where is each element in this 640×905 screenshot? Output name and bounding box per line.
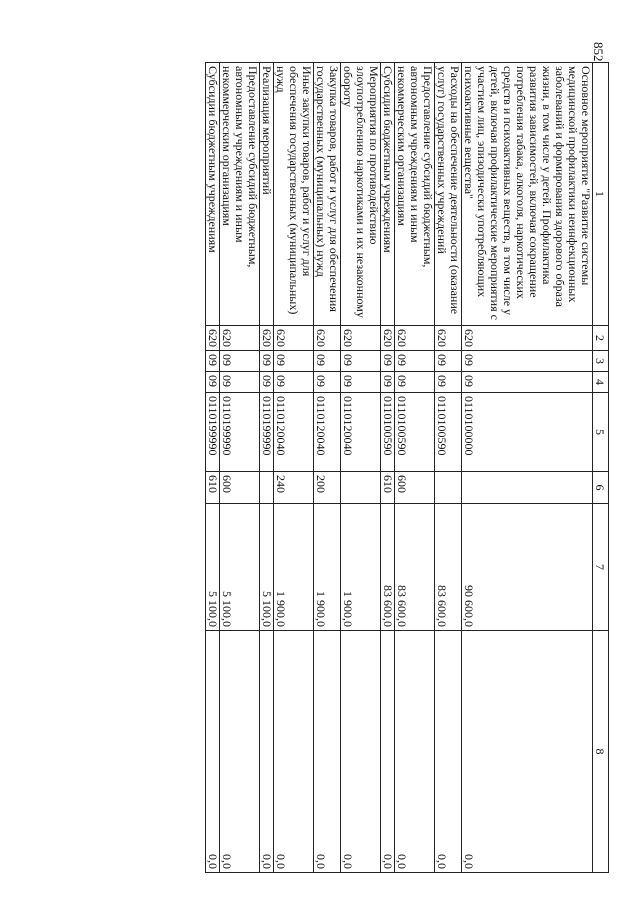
target-article: 0110199990 bbox=[220, 393, 260, 472]
table-row bbox=[341, 63, 381, 873]
subsection-code: 09 bbox=[314, 372, 341, 393]
table-row bbox=[260, 63, 274, 873]
subsection-code: 09 bbox=[341, 372, 381, 393]
target-article: 0110100590 bbox=[395, 393, 435, 472]
row-name: Мероприятия по противодействию злоупотреблению наркотиками и их незаконному обороту bbox=[341, 63, 381, 326]
header-col-6: 6 bbox=[593, 472, 609, 504]
ministry-code: 620 bbox=[314, 326, 341, 351]
ministry-code: 620 bbox=[206, 326, 220, 351]
expense-type bbox=[341, 472, 381, 504]
section-code: 09 bbox=[341, 351, 381, 372]
target-article: 0110100000 bbox=[462, 393, 593, 472]
amount-secondary: 0,0 bbox=[462, 631, 593, 873]
ministry-code: 620 bbox=[260, 326, 274, 351]
amount-secondary: 0,0 bbox=[341, 631, 381, 873]
table-row bbox=[220, 63, 260, 873]
amount-secondary: 0,0 bbox=[435, 631, 462, 873]
section-code: 09 bbox=[395, 351, 435, 372]
expense-type: 600 bbox=[220, 472, 260, 504]
amount: 1 900,0 bbox=[341, 504, 381, 631]
header-col-3: 3 bbox=[593, 351, 609, 372]
row-name: Реализация мероприятий bbox=[260, 63, 274, 326]
row-name: Иные закупки товаров, работ и услуг для обеспечения государственных (муниципальных) нужд bbox=[274, 63, 314, 326]
amount-secondary: 0,0 bbox=[381, 631, 395, 873]
expense-type: 200 bbox=[314, 472, 341, 504]
subsection-code: 09 bbox=[274, 372, 314, 393]
expense-type bbox=[260, 472, 274, 504]
ministry-code: 620 bbox=[395, 326, 435, 351]
ministry-code: 620 bbox=[341, 326, 381, 351]
page-number: 852 bbox=[591, 42, 606, 62]
section-code: 09 bbox=[435, 351, 462, 372]
ministry-code: 620 bbox=[462, 326, 593, 351]
amount: 83 600,0 bbox=[395, 504, 435, 631]
budget-table bbox=[205, 62, 609, 873]
row-name: Предоставление субсидий бюджетным, автономным учреждениям и иным некоммерческим организациям bbox=[220, 63, 260, 326]
ministry-code: 620 bbox=[220, 326, 260, 351]
table-row bbox=[206, 63, 220, 873]
ministry-code: 620 bbox=[274, 326, 314, 351]
section-code: 09 bbox=[220, 351, 260, 372]
header-col-4: 4 bbox=[593, 372, 609, 393]
amount: 90 600,0 bbox=[462, 504, 593, 631]
header-col-8: 8 bbox=[593, 631, 609, 873]
header-row bbox=[593, 63, 609, 873]
row-name: Субсидии бюджетным учреждениям bbox=[206, 63, 220, 326]
target-article: 0110120040 bbox=[274, 393, 314, 472]
subsection-code: 09 bbox=[462, 372, 593, 393]
amount: 83 600,0 bbox=[381, 504, 395, 631]
target-article: 0110100590 bbox=[381, 393, 395, 472]
target-article: 0110120040 bbox=[341, 393, 381, 472]
amount: 1 900,0 bbox=[314, 504, 341, 631]
target-article: 0110199990 bbox=[260, 393, 274, 472]
section-code: 09 bbox=[206, 351, 220, 372]
table-row bbox=[395, 63, 435, 873]
expense-type: 610 bbox=[381, 472, 395, 504]
header-col-2: 2 bbox=[593, 326, 609, 351]
row-name: Основное мероприятие "Развитие системы медицинской профилактики неинфекционных заболеваний и формирования здорового образа жизни, в том числе у детей. Профилактика развития зависимостей, включая сокращение потребления табака, алкоголя, наркотических средств и психоактивных веществ, в том числе у детей, включая профилактические мероприятия с участием лиц, эпизодически употребляющих психоактивные вещества" bbox=[462, 63, 593, 326]
table-row bbox=[462, 63, 593, 873]
expense-type: 240 bbox=[274, 472, 314, 504]
section-code: 09 bbox=[260, 351, 274, 372]
subsection-code: 09 bbox=[395, 372, 435, 393]
subsection-code: 09 bbox=[206, 372, 220, 393]
amount-secondary: 0,0 bbox=[395, 631, 435, 873]
amount-secondary: 0,0 bbox=[274, 631, 314, 873]
amount: 5 100,0 bbox=[260, 504, 274, 631]
amount: 5 100,0 bbox=[220, 504, 260, 631]
amount-secondary: 0,0 bbox=[314, 631, 341, 873]
ministry-code: 620 bbox=[381, 326, 395, 351]
subsection-code: 09 bbox=[260, 372, 274, 393]
amount-secondary: 0,0 bbox=[220, 631, 260, 873]
table-row bbox=[381, 63, 395, 873]
amount-secondary: 0,0 bbox=[206, 631, 220, 873]
rotated-page bbox=[91, 62, 609, 872]
header-col-1: 1 bbox=[593, 63, 609, 326]
header-col-7: 7 bbox=[593, 504, 609, 631]
expense-type bbox=[435, 472, 462, 504]
target-article: 0110100590 bbox=[435, 393, 462, 472]
expense-type: 600 bbox=[395, 472, 435, 504]
expense-type bbox=[462, 472, 593, 504]
subsection-code: 09 bbox=[435, 372, 462, 393]
table-row bbox=[314, 63, 341, 873]
section-code: 09 bbox=[381, 351, 395, 372]
amount: 5 100,0 bbox=[206, 504, 220, 631]
table-row bbox=[435, 63, 462, 873]
subsection-code: 09 bbox=[381, 372, 395, 393]
row-name: Закупка товаров, работ и услуг для обеспечения государственных (муниципальных) нужд bbox=[314, 63, 341, 326]
row-name: Субсидии бюджетным учреждениям bbox=[381, 63, 395, 326]
amount-secondary: 0,0 bbox=[260, 631, 274, 873]
table-row bbox=[274, 63, 314, 873]
section-code: 09 bbox=[314, 351, 341, 372]
row-name: Предоставление субсидий бюджетным, автономным учреждениям и иным некоммерческим организациям bbox=[395, 63, 435, 326]
header-col-5: 5 bbox=[593, 393, 609, 472]
section-code: 09 bbox=[462, 351, 593, 372]
expense-type: 610 bbox=[206, 472, 220, 504]
ministry-code: 620 bbox=[435, 326, 462, 351]
section-code: 09 bbox=[274, 351, 314, 372]
target-article: 0110120040 bbox=[314, 393, 341, 472]
row-name: Расходы на обеспечение деятельности (оказание услуг) государственных учреждений bbox=[435, 63, 462, 326]
subsection-code: 09 bbox=[220, 372, 260, 393]
target-article: 0110199990 bbox=[206, 393, 220, 472]
amount: 83 600,0 bbox=[435, 504, 462, 631]
amount: 1 900,0 bbox=[274, 504, 314, 631]
